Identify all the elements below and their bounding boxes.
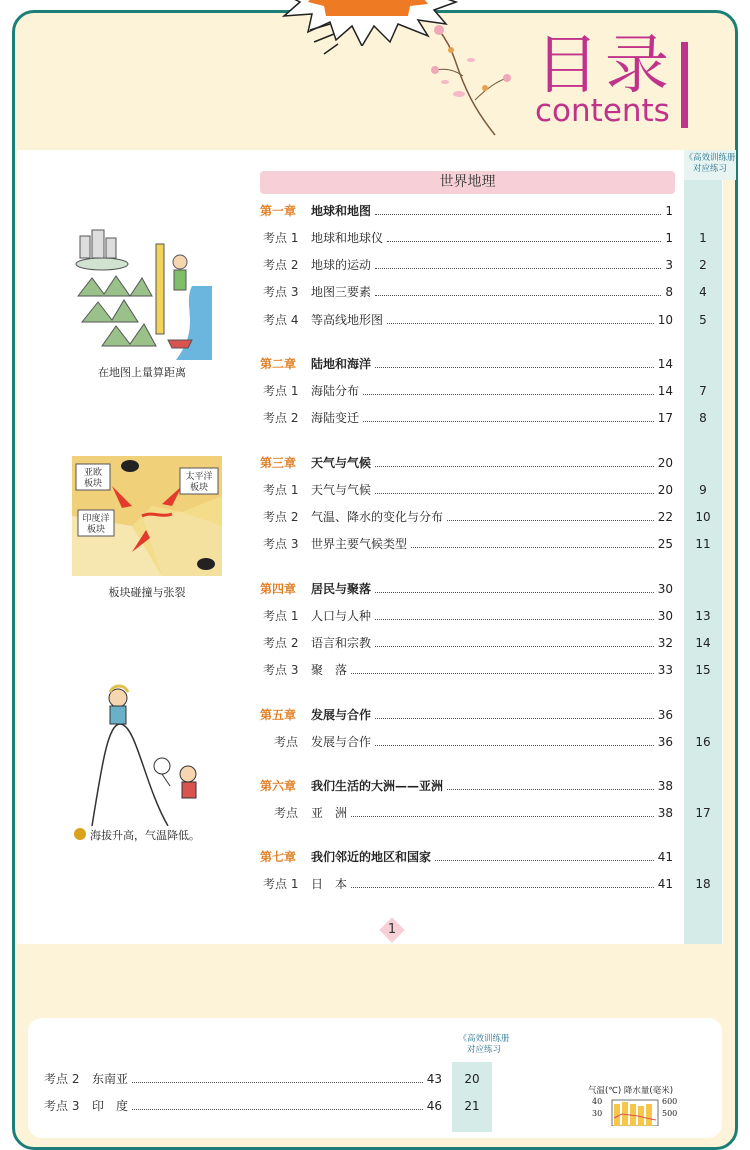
toc-point-row[interactable] <box>260 228 675 248</box>
training-page-number: 1 <box>699 231 707 245</box>
toc-leader-dots <box>375 592 654 593</box>
toc-leader-dots <box>375 646 654 647</box>
toc-label: 第七章 <box>260 850 297 864</box>
title-bar <box>681 42 688 128</box>
training-page-number: 4 <box>699 285 707 299</box>
toc-chapter-row[interactable] <box>260 705 675 725</box>
toc-point-row[interactable] <box>260 732 675 752</box>
training-page-number: 15 <box>695 663 711 677</box>
toc-point-row[interactable] <box>260 310 675 330</box>
toc-page: 36 <box>657 735 673 749</box>
training-page-number: 9 <box>699 483 707 497</box>
toc-leader-dots <box>375 619 654 620</box>
toc-label: 第三章 <box>260 456 297 470</box>
next-tab-line1: 《高效训练册 <box>458 1034 510 1044</box>
toc-page: 1 <box>665 231 673 245</box>
svg-text:板块: 板块 <box>83 479 103 489</box>
svg-text:印度洋: 印度洋 <box>82 514 110 524</box>
training-page-number: 21 <box>464 1099 480 1113</box>
toc-page: 46 <box>426 1099 442 1113</box>
toc-title: 发展与合作 <box>311 735 372 749</box>
toc-page: 25 <box>657 537 673 551</box>
toc-title: 发展与合作 <box>311 708 372 722</box>
toc-label: 考点 3 <box>263 663 299 677</box>
toc-title: 日 本 <box>311 877 348 891</box>
training-page-number: 14 <box>695 636 711 650</box>
toc-leader-dots <box>387 323 654 324</box>
toc-point-row[interactable] <box>260 633 675 653</box>
toc-page: 41 <box>657 850 673 864</box>
toc-title: 海陆分布 <box>311 384 360 398</box>
training-tab-line2: 对应练习 <box>692 164 727 174</box>
toc-label: 考点 1 <box>263 483 299 497</box>
toc-leader-dots <box>363 421 654 422</box>
page-number: 1 <box>387 922 397 937</box>
toc-point-row[interactable] <box>260 606 675 626</box>
training-page-number: 10 <box>695 510 711 524</box>
toc-point-row[interactable] <box>260 534 675 554</box>
toc-leader-dots <box>351 673 654 674</box>
toc-label: 第五章 <box>260 708 297 722</box>
svg-text:太平洋: 太平洋 <box>185 472 213 482</box>
training-page-number: 2 <box>699 258 707 272</box>
toc-title: 世界主要气候类型 <box>311 537 408 551</box>
toc-leader-dots <box>375 295 661 296</box>
toc-point-row[interactable] <box>260 660 675 680</box>
toc-page: 30 <box>657 609 673 623</box>
training-page-number: 16 <box>695 735 711 749</box>
toc-page: 20 <box>657 483 673 497</box>
svg-text:板块: 板块 <box>189 483 209 493</box>
burst-lines <box>300 20 360 60</box>
toc-page: 43 <box>426 1072 442 1086</box>
svg-text:30: 30 <box>592 1109 603 1118</box>
toc-leader-dots <box>411 547 654 548</box>
toc-leader-dots <box>351 816 654 817</box>
toc-page: 33 <box>657 663 673 677</box>
toc-label: 考点 2 <box>263 411 299 425</box>
flower-branch-icon <box>415 20 525 140</box>
toc-leader-dots <box>363 394 654 395</box>
toc-title: 等高线地形图 <box>311 313 384 327</box>
toc-page: 3 <box>665 258 673 272</box>
toc-title: 地球和地图 <box>311 204 372 218</box>
toc-page: 30 <box>657 582 673 596</box>
page-subtitle: contents <box>535 93 670 129</box>
toc-point-row[interactable] <box>260 480 675 500</box>
svg-text:40: 40 <box>592 1097 603 1106</box>
training-page-number: 18 <box>695 877 711 891</box>
toc-title: 语言和宗教 <box>311 636 372 650</box>
toc-chapter-row[interactable] <box>260 354 675 374</box>
toc-title: 气温、降水的变化与分布 <box>311 510 444 524</box>
next-toc-row[interactable] <box>44 1069 444 1089</box>
toc-leader-dots <box>375 214 661 215</box>
toc-leader-dots <box>132 1082 423 1083</box>
toc-label: 第六章 <box>260 779 297 793</box>
toc-page: 41 <box>657 877 673 891</box>
illustration-caption-3: 海拔升高，气温降低。 <box>90 829 200 842</box>
training-page-number: 5 <box>699 313 707 327</box>
toc-title: 天气与气候 <box>311 456 372 470</box>
toc-label: 考点 1 <box>263 877 299 891</box>
toc-page: 10 <box>657 313 673 327</box>
svg-text:亚欧: 亚欧 <box>83 468 103 478</box>
climate-mini-chart <box>590 1096 690 1126</box>
toc-page: 22 <box>657 510 673 524</box>
toc-label: 考点 1 <box>263 384 299 398</box>
toc-label: 考点 2 <box>263 636 299 650</box>
toc-label: 考点 2 <box>263 258 299 272</box>
toc-leader-dots <box>375 466 654 467</box>
toc-label: 第一章 <box>260 204 297 218</box>
toc-page: 14 <box>657 357 673 371</box>
toc-point-row[interactable] <box>260 408 675 428</box>
toc-label: 考点 <box>274 806 299 820</box>
toc-chapter-row[interactable] <box>260 776 675 796</box>
toc-leader-dots <box>375 745 654 746</box>
map-distance-illustration <box>72 226 212 360</box>
toc-point-row[interactable] <box>260 255 675 275</box>
training-page-number: 11 <box>695 537 711 551</box>
toc-page: 8 <box>665 285 673 299</box>
illustration-caption-2: 板块碰撞与张裂 <box>108 586 186 599</box>
svg-text:板块: 板块 <box>86 525 106 535</box>
training-page-number: 8 <box>699 411 707 425</box>
toc-page: 1 <box>665 204 673 218</box>
toc-title: 天气与气候 <box>311 483 372 497</box>
toc-point-row[interactable] <box>260 874 675 894</box>
section-title: 世界地理 <box>260 171 675 194</box>
toc-leader-dots <box>132 1109 423 1110</box>
toc-leader-dots <box>435 860 654 861</box>
toc-page: 32 <box>657 636 673 650</box>
illustration-caption-1: 在地图上量算距离 <box>98 366 186 379</box>
toc-page: 38 <box>657 806 673 820</box>
toc-chapter-row[interactable] <box>260 201 675 221</box>
toc-label: 考点 2 <box>263 510 299 524</box>
toc-title: 东南亚 <box>92 1072 129 1086</box>
toc-page: 17 <box>657 411 673 425</box>
toc-leader-dots <box>387 241 661 242</box>
toc-title: 印 度 <box>92 1099 129 1113</box>
toc-title: 地球和地球仪 <box>311 231 384 245</box>
bullet-icon <box>74 828 86 840</box>
toc-leader-dots <box>375 367 654 368</box>
page-title: 目录 <box>535 29 675 103</box>
next-toc-row[interactable] <box>44 1096 444 1116</box>
toc-title: 地球的运动 <box>311 258 372 272</box>
toc-page: 14 <box>657 384 673 398</box>
toc-title: 亚 洲 <box>311 806 348 820</box>
toc-title: 人口与人种 <box>311 609 372 623</box>
toc-title: 我们邻近的地区和国家 <box>311 850 432 864</box>
altitude-temperature-illustration <box>78 684 218 826</box>
toc-point-row[interactable] <box>260 507 675 527</box>
toc-title: 地图三要素 <box>311 285 372 299</box>
climate-chart-label: 气温(℃) 降水量(毫米) <box>588 1086 674 1096</box>
toc-title: 聚 落 <box>311 663 348 677</box>
toc-leader-dots <box>447 520 654 521</box>
toc-chapter-row[interactable] <box>260 847 675 867</box>
toc-page: 36 <box>657 708 673 722</box>
toc-chapter-row[interactable] <box>260 453 675 473</box>
toc-leader-dots <box>351 887 654 888</box>
toc-point-row[interactable] <box>260 282 675 302</box>
toc-title: 海陆变迁 <box>311 411 360 425</box>
toc-leader-dots <box>375 268 661 269</box>
toc-label: 考点 1 <box>263 231 299 245</box>
svg-text:600: 600 <box>662 1097 678 1106</box>
training-tab-line1: 《高效训练册 <box>684 153 736 163</box>
toc-label: 第二章 <box>260 357 297 371</box>
training-page-number: 7 <box>699 384 707 398</box>
training-page-number: 17 <box>695 806 711 820</box>
toc-label: 考点 4 <box>263 313 299 327</box>
training-page-number: 13 <box>695 609 711 623</box>
plate-collision-illustration <box>72 456 222 576</box>
toc-label: 考点 3 <box>263 537 299 551</box>
toc-page: 20 <box>657 456 673 470</box>
toc-point-row[interactable] <box>260 803 675 823</box>
next-tab-line2: 对应练习 <box>466 1045 501 1055</box>
toc-title: 居民与聚落 <box>311 582 372 596</box>
toc-leader-dots <box>447 789 654 790</box>
toc-label: 考点 2 <box>44 1072 80 1086</box>
toc-title: 我们生活的大洲——亚洲 <box>311 779 444 793</box>
toc-chapter-row[interactable] <box>260 579 675 599</box>
toc-label: 考点 <box>274 735 299 749</box>
training-page-number: 20 <box>464 1072 480 1086</box>
toc-title: 陆地和海洋 <box>311 357 372 371</box>
toc-page: 38 <box>657 779 673 793</box>
toc-label: 考点 1 <box>263 609 299 623</box>
toc-leader-dots <box>375 718 654 719</box>
toc-label: 第四章 <box>260 582 297 596</box>
toc-point-row[interactable] <box>260 381 675 401</box>
svg-text:500: 500 <box>662 1109 678 1118</box>
toc-leader-dots <box>375 493 654 494</box>
toc-label: 考点 3 <box>44 1099 80 1113</box>
toc-label: 考点 3 <box>263 285 299 299</box>
